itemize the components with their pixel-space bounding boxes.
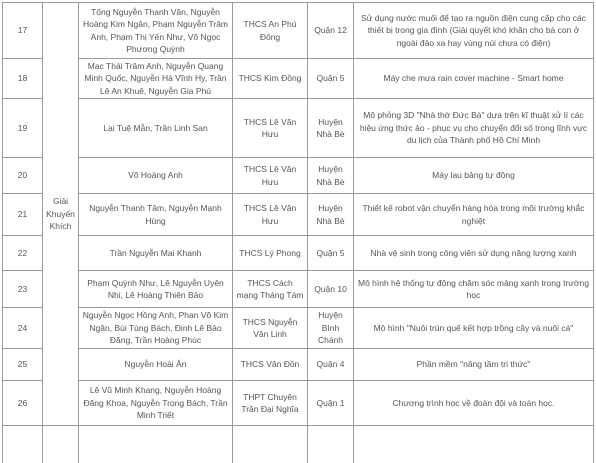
row-number: 19 bbox=[17, 122, 28, 133]
authors-cell: Lại Tuệ Mẫn, Trần Linh San bbox=[103, 122, 208, 133]
table-column-rule bbox=[593, 425, 594, 463]
project-cell: Nhà vệ sinh trong công viên sử dụng năng lượng xanh bbox=[370, 247, 577, 258]
district-cell: Quận 1 bbox=[316, 397, 345, 408]
table-column-rule bbox=[353, 425, 354, 463]
authors-cell: Phạm Quỳnh Như, Lê Nguyễn Uyên Nhi, Lê Hoàng Thiên Bảo bbox=[87, 277, 224, 300]
row-number: 20 bbox=[17, 170, 28, 181]
project-cell: Mô hình hệ thống tự động chăm sóc mảng xanh trong trường học bbox=[357, 277, 589, 300]
school-cell: THCS An Phú Đông bbox=[243, 19, 297, 42]
row-number: 21 bbox=[17, 209, 28, 220]
school-cell: THCS Kim Đồng bbox=[238, 73, 302, 84]
table-column-rule bbox=[593, 2, 594, 426]
district-cell: Quận 5 bbox=[316, 73, 345, 84]
table-rule bbox=[2, 425, 593, 426]
school-cell: THCS Nguyễn Văn Linh bbox=[242, 316, 298, 339]
district-cell: Huyện Nhà Bè bbox=[316, 203, 345, 226]
table-column-rule bbox=[42, 425, 43, 463]
project-cell: Phần mềm "nâng tầm tri thức" bbox=[416, 359, 531, 370]
district-cell: Quận 4 bbox=[316, 359, 345, 370]
authors-cell: Nguyễn Ngọc Hồng Anh, Phan Võ Kim Ngân, Bùi Tùng Bách, Đinh Lê Bảo Đăng, Trần Hoàng Phúc bbox=[82, 310, 229, 346]
district-cell: Quận 10 bbox=[314, 283, 347, 294]
authors-cell: Mạc Thái Trâm Anh, Nguyễn Quang Minh Quốc, Nguyễn Hà Vĩnh Hy, Trần Lê An Khuê, Nguyễn Gia Phú bbox=[84, 60, 227, 96]
district-cell: Huyện Nhà Bè bbox=[316, 164, 345, 187]
school-cell: THCS Lê Văn Hưu bbox=[243, 164, 297, 187]
project-cell: Mô hình "Nuôi trùn quế kết hợp trồng cây và nuôi cá" bbox=[373, 322, 574, 333]
project-cell: Mô phỏng 3D "Nhà thờ Đức Bà" dựa trên kĩ thuật xử lí các hiệu ứng thức ảo - phục vụ cho chuyển đổi số trong lĩnh vực du lịch của Thành phố Hồ Chí Minh bbox=[359, 110, 588, 146]
district-cell: Huyện Nhà Bè bbox=[316, 116, 345, 139]
project-cell: Máy lau bảng tự động bbox=[432, 170, 515, 181]
district-cell: Huyện Bình Chánh bbox=[317, 310, 344, 346]
table-column-rule bbox=[232, 425, 233, 463]
school-cell: THCS Vân Đồn bbox=[240, 359, 300, 370]
school-cell: THCS Lê Văn Hưu bbox=[243, 203, 297, 226]
row-number: 24 bbox=[17, 322, 28, 333]
authors-cell: Nguyễn Hoài Ân bbox=[124, 359, 187, 370]
authors-cell: Lê Vũ Minh Khang, Nguyễn Hoàng Đăng Khoa, Nguyễn Trọng Bách, Trần Minh Triết bbox=[83, 385, 228, 421]
table-column-rule bbox=[2, 425, 3, 463]
authors-cell: Tống Nguyễn Thanh Vân, Nguyễn Hoàng Kim Ngân, Phạm Nguyễn Trâm Anh, Phạm Thị Yến Như, Võ Ngọc Phương Quỳnh bbox=[82, 6, 229, 54]
project-cell: Chương trình học về đoàn đội và toán học. bbox=[392, 397, 555, 408]
row-number: 26 bbox=[17, 397, 28, 408]
school-cell: THCS Lê Văn Hưu bbox=[243, 116, 297, 139]
row-number: 17 bbox=[17, 25, 28, 36]
school-cell: THCS Cách mạng Tháng Tám bbox=[236, 277, 304, 300]
authors-cell: Trần Nguyễn Mai Khanh bbox=[109, 247, 202, 258]
school-cell: THPT Chuyên Trần Đại Nghĩa bbox=[241, 391, 299, 414]
authors-cell: Nguyễn Thanh Tâm, Nguyễn Mạnh Hùng bbox=[89, 203, 222, 226]
row-number: 25 bbox=[17, 359, 28, 370]
row-number: 18 bbox=[17, 73, 28, 84]
row-number: 22 bbox=[17, 247, 28, 258]
project-cell: Máy che mưa rain cover machine - Smart home bbox=[383, 73, 564, 84]
project-cell: Sử dụng nước muối để tạo ra nguồn điện cung cấp cho các thiết bị trong gia đình (Giải quyết khó khăn cho bà con ở ngoài đảo xa hay vùng núi chưa có điện) bbox=[361, 12, 586, 48]
table-column-rule bbox=[78, 425, 79, 463]
district-cell: Quận 12 bbox=[314, 25, 347, 36]
row-number: 23 bbox=[17, 283, 28, 294]
authors-cell: Võ Hoàng Anh bbox=[128, 170, 183, 181]
prize-category-cell: Giải Khuyến Khích bbox=[46, 196, 75, 232]
project-cell: Thiết kế robot vận chuyển hàng hóa trong môi trường khắc nghiệt bbox=[362, 203, 585, 226]
table-column-rule bbox=[307, 425, 308, 463]
district-cell: Quận 5 bbox=[316, 247, 345, 258]
school-cell: THCS Lý Phong bbox=[239, 247, 301, 258]
